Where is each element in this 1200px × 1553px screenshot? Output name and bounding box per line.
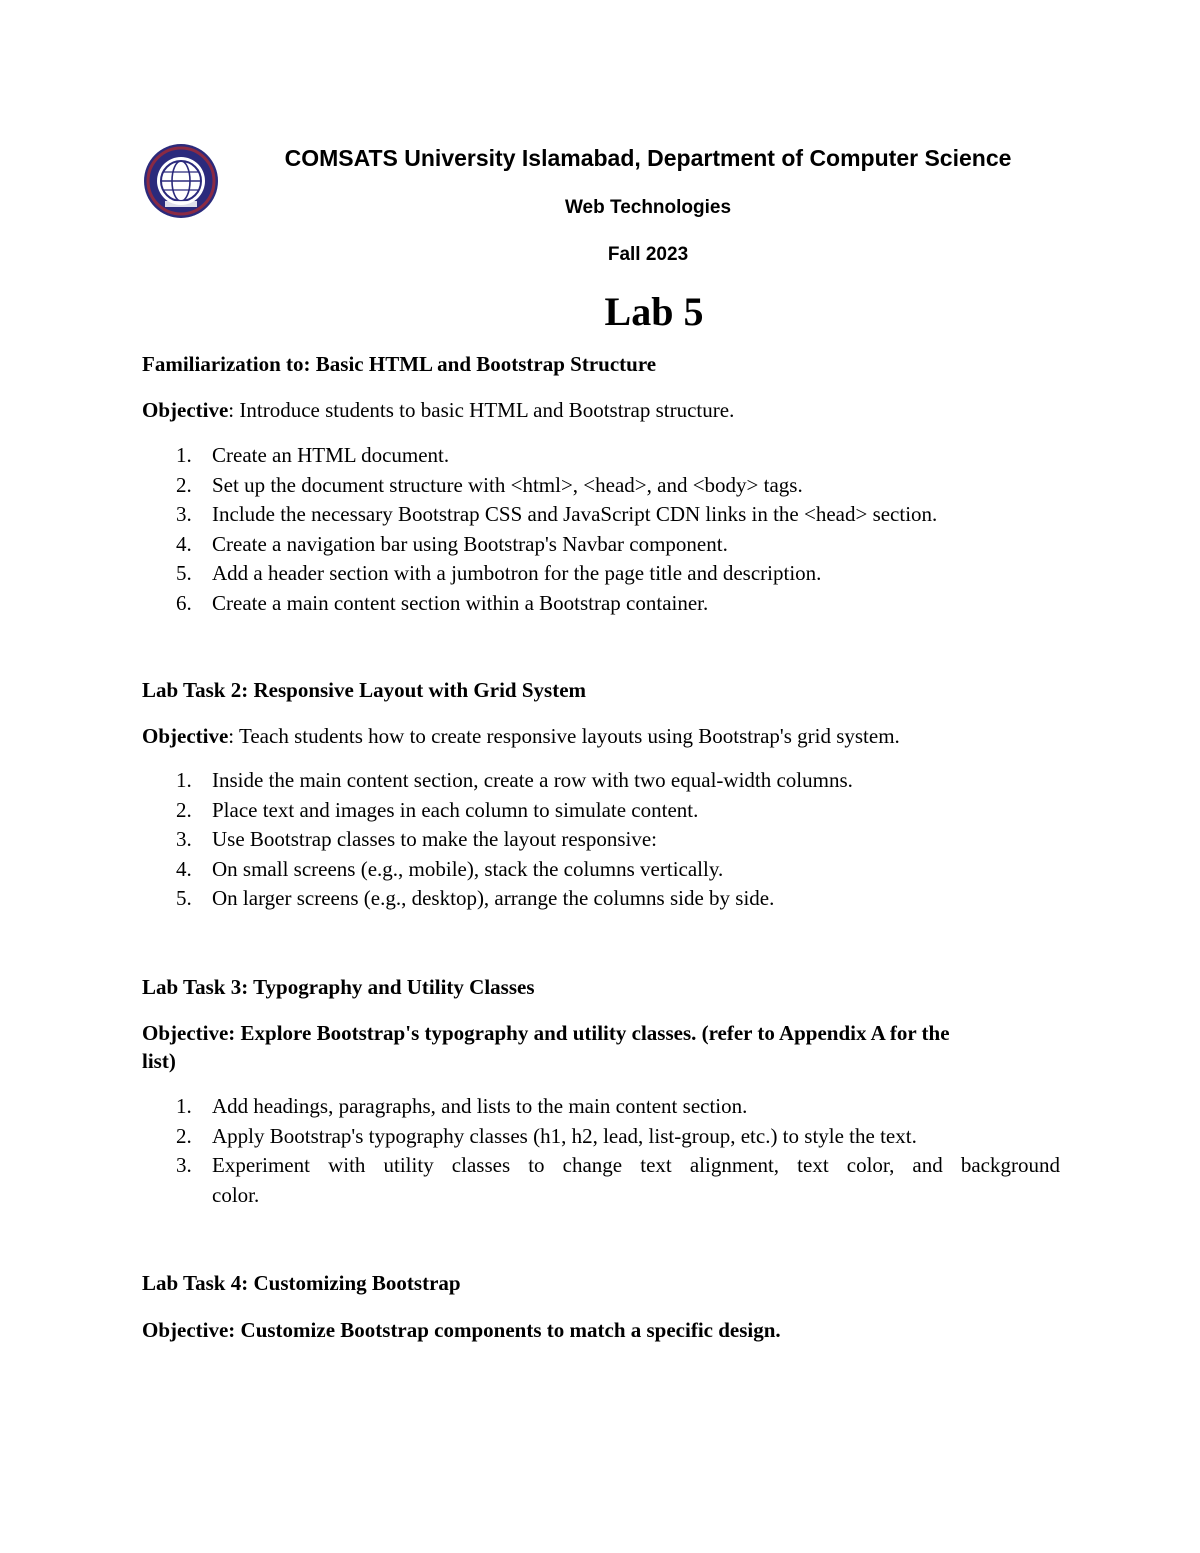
list-item	[142, 796, 1060, 826]
list-item	[142, 1092, 1060, 1122]
list-item	[142, 589, 1060, 619]
list-number: 1.	[176, 768, 192, 792]
list-item	[142, 766, 1060, 796]
objective-line: list)	[142, 1049, 176, 1073]
steps-list	[142, 1092, 1060, 1210]
section-objective	[142, 396, 1062, 424]
list-item-text: On small screens (e.g., mobile), stack the columns vertically.	[212, 856, 724, 881]
steps-list	[142, 766, 1060, 914]
list-number: 4.	[176, 531, 192, 556]
list-item-text: Place text and images in each column to simulate content.	[212, 797, 699, 822]
objective-line: Objective: Explore Bootstrap's typography and utility classes. (refer to Appendix A for the	[142, 1021, 950, 1045]
list-number: 1.	[176, 443, 192, 467]
list-item	[142, 825, 1060, 855]
list-item-text: Create a navigation bar using Bootstrap's Navbar component.	[212, 531, 728, 556]
term: Fall 2023	[607, 244, 689, 265]
objective-text: : Introduce students to basic HTML and Bootstrap structure.	[228, 398, 735, 422]
section-objective	[142, 722, 1062, 750]
list-number: 2.	[176, 797, 192, 822]
objective-label: Objective	[142, 724, 229, 748]
list-item-text: Add a header section with a jumbotron for the page title and description.	[212, 561, 822, 585]
list-item-text: Experiment with utility classes to change text alignment, text color, and background	[212, 1153, 1060, 1177]
list-item-text: Create an HTML document.	[212, 443, 450, 467]
list-item-text: Include the necessary Bootstrap CSS and JavaScript CDN links in the <head> section.	[212, 502, 938, 526]
steps-list	[142, 441, 1060, 618]
lab-title: Lab 5	[604, 289, 704, 334]
list-item-text: Add headings, paragraphs, and lists to the main content section.	[212, 1094, 748, 1118]
section-objective: Objective: Customize Bootstrap components to match a specific design.	[142, 1318, 781, 1342]
list-item	[142, 1122, 1060, 1152]
list-item	[142, 500, 1060, 530]
list-item-text: Create a main content section within a Bootstrap container.	[212, 590, 709, 615]
list-number: 5.	[176, 561, 192, 585]
list-item-text: On larger screens (e.g., desktop), arrange the columns side by side.	[212, 886, 775, 910]
course-name: Web Technologies	[564, 197, 732, 218]
section-heading-task-4: Lab Task 4: Customizing Bootstrap	[142, 1271, 461, 1295]
list-item-text: Inside the main content section, create a row with two equal-width columns.	[212, 768, 853, 792]
list-number: 1.	[176, 1094, 192, 1118]
list-number: 3.	[176, 827, 192, 851]
list-number: 3.	[176, 502, 192, 526]
section-heading-task-2: Lab Task 2: Responsive Layout with Grid System	[142, 678, 587, 702]
list-number: 2.	[176, 1123, 192, 1148]
list-item	[142, 1151, 1060, 1210]
list-number: 4.	[176, 856, 192, 881]
list-item	[142, 441, 1060, 471]
list-number: 2.	[176, 472, 192, 497]
list-item	[142, 855, 1060, 885]
section-heading-task-3: Lab Task 3: Typography and Utility Classes	[142, 975, 535, 999]
section-objective	[142, 1019, 1062, 1075]
university-name: COMSATS University Islamabad, Department of Computer Science	[284, 145, 1012, 171]
list-number: 6.	[176, 590, 192, 615]
list-item	[142, 559, 1060, 589]
section-heading-familiarization: Familiarization to: Basic HTML and Bootstrap Structure	[142, 352, 657, 376]
objective-text: : Teach students how to create responsive layouts using Bootstrap's grid system.	[228, 724, 900, 748]
list-item	[142, 884, 1060, 914]
list-item-continuation: color.	[212, 1182, 260, 1207]
list-item	[142, 471, 1060, 501]
list-number: 3.	[176, 1153, 192, 1177]
list-item	[142, 530, 1060, 560]
list-item-text: Set up the document structure with <html>, <head>, and <body> tags.	[212, 472, 803, 497]
list-number: 5.	[176, 886, 192, 910]
list-item-text: Use Bootstrap classes to make the layout responsive:	[212, 827, 657, 851]
list-item-text: Apply Bootstrap's typography classes (h1, h2, lead, list-group, etc.) to style the text.	[212, 1123, 917, 1148]
objective-label: Objective	[142, 398, 229, 422]
